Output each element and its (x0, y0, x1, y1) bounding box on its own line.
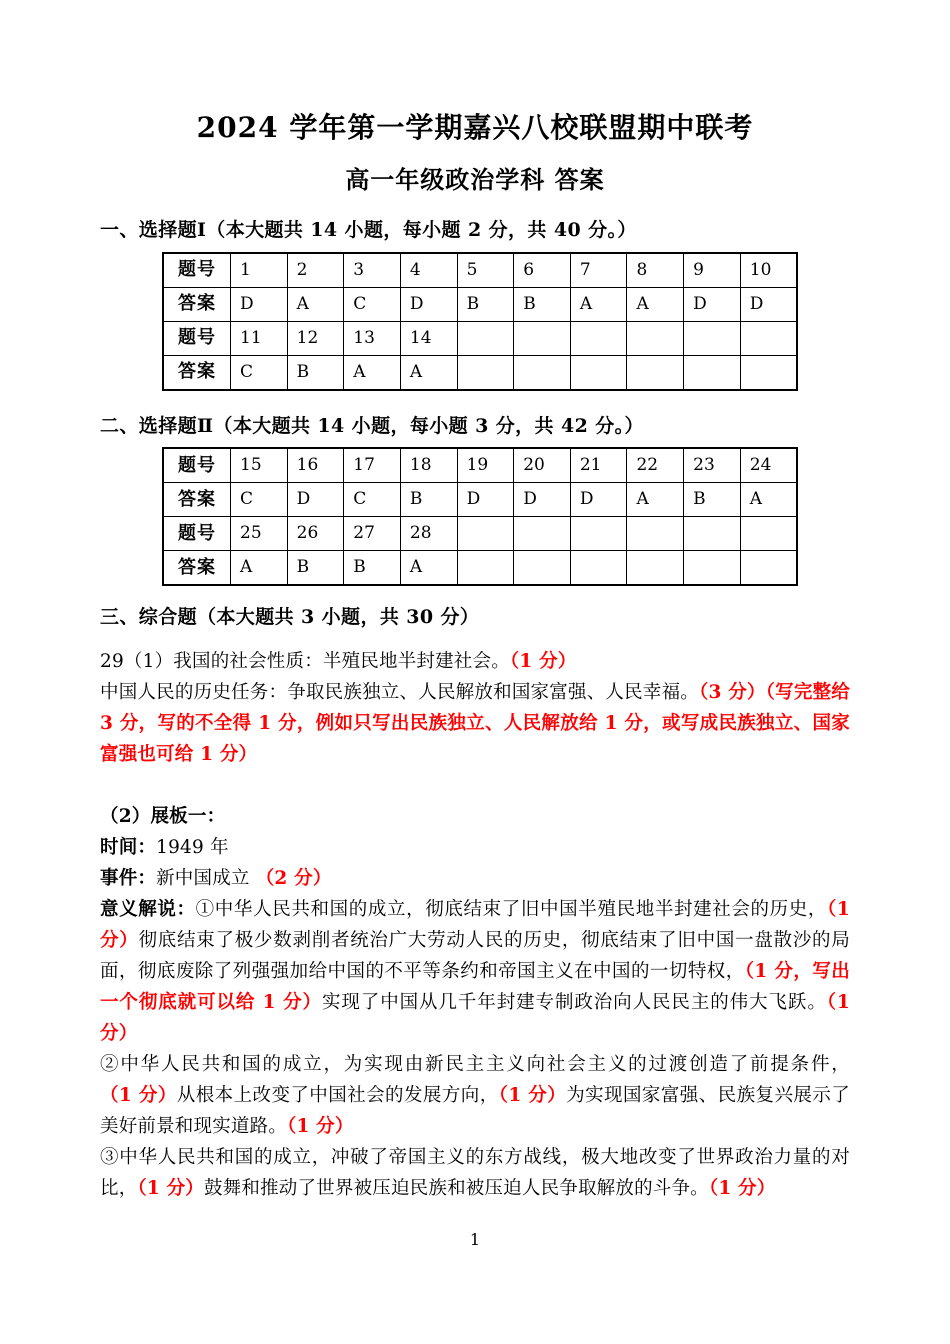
cell: D (570, 483, 627, 517)
cell (570, 321, 627, 355)
exhibit-event-value: 新中国成立 (156, 867, 256, 889)
cell (740, 321, 797, 355)
exhibit-time-label: 时间： (100, 836, 157, 858)
cell: 11 (231, 321, 288, 355)
cell (514, 517, 571, 551)
cell (627, 355, 684, 390)
table-row (163, 321, 797, 355)
cell: B (514, 287, 571, 321)
cell: 24 (740, 448, 797, 483)
meaning-item2-part-b: 从根本上改变了中国社会的发展方向， (176, 1084, 499, 1106)
cell: A (400, 355, 457, 390)
page-subtitle: 高一年级政治学科 答案 (345, 165, 605, 194)
cell: B (344, 551, 401, 586)
cell: B (684, 483, 741, 517)
answer-table-2-wrap (100, 440, 850, 586)
cell (570, 355, 627, 390)
page-number: 1 (469, 1230, 481, 1249)
cell (684, 551, 741, 586)
table-row (163, 483, 797, 517)
table-row (163, 253, 797, 288)
section-3-body (100, 632, 850, 1204)
meaning-item1-part-a: ①中华人民共和国的成立，彻底结束了旧中国半殖民地半封建社会的历史， (195, 898, 828, 920)
cell (684, 321, 741, 355)
table-row (163, 448, 797, 483)
meaning-item2-part-c: 为实现国家富强、民族复兴展示了美好前景和现实道路。 (100, 1084, 850, 1137)
cell: 7 (570, 253, 627, 288)
cell: 3 (344, 253, 401, 288)
cell: 23 (684, 448, 741, 483)
cell: B (400, 483, 457, 517)
cell: 8 (627, 253, 684, 288)
exhibit-meaning-label: 意义解说： (100, 898, 196, 920)
row-label-answer: 答案 (163, 355, 231, 390)
cell (457, 517, 514, 551)
cell (570, 517, 627, 551)
score-annotation: （1 分） (498, 1084, 567, 1106)
cell: 12 (287, 321, 344, 355)
answer-table-1 (162, 252, 798, 391)
row-label-answer: 答案 (163, 551, 231, 586)
cell: D (231, 287, 288, 321)
section-heading-3: 三、综合题（本大题共 3 小题，共 30 分） (100, 606, 480, 629)
cell: 25 (231, 517, 288, 551)
section-heading-1: 一、选择题Ⅰ（本大题共 14 小题，每小题 2 分，共 40 分。） (100, 219, 637, 241)
cell: D (514, 483, 571, 517)
cell: 22 (627, 448, 684, 483)
meaning-item2-part-a: ②中华人民共和国的成立，为实现由新民主主义向社会主义的过渡创造了前提条件， (100, 1053, 850, 1075)
exhibit-event-label: 事件： (100, 867, 157, 889)
cell: 28 (400, 517, 457, 551)
cell (457, 355, 514, 390)
exhibit-time-value: 1949 年 (156, 836, 229, 858)
meaning-item3-part-a: ③中华人民共和国的成立，冲破了帝国主义的东方战线，极大地改变了世界政治力量的对比， (100, 1146, 850, 1199)
cell: D (287, 483, 344, 517)
cell: 17 (344, 448, 401, 483)
score-annotation: （2 分） (255, 867, 332, 889)
cell (740, 517, 797, 551)
cell: B (287, 551, 344, 586)
cell (457, 551, 514, 586)
score-annotation: （1 分） (708, 1177, 776, 1199)
cell: C (231, 483, 288, 517)
cell: C (344, 287, 401, 321)
cell: 6 (514, 253, 571, 288)
cell: 1 (231, 253, 288, 288)
score-annotation: （1 分） (100, 1084, 177, 1106)
meaning-item1-part-c: 实现了中国从几千年封建专制政治向人民民主的伟大飞跃。 (321, 991, 827, 1013)
score-annotation: （1 分） (137, 1177, 204, 1199)
section-heading-2: 二、选择题Ⅱ（本大题共 14 小题，每小题 3 分，共 42 分。） (100, 414, 644, 437)
cell: 9 (684, 253, 741, 288)
cell: 18 (400, 448, 457, 483)
cell: 19 (457, 448, 514, 483)
row-label-question: 题号 (163, 448, 231, 483)
exhibit-meaning-item-1 (100, 894, 850, 1049)
cell: 5 (457, 253, 514, 288)
cell: 10 (740, 253, 797, 288)
cell: A (400, 551, 457, 586)
cell (684, 517, 741, 551)
cell: 27 (344, 517, 401, 551)
cell (627, 321, 684, 355)
row-label-question: 题号 (163, 253, 231, 288)
table-row (163, 517, 797, 551)
cell: C (344, 483, 401, 517)
cell: B (457, 287, 514, 321)
cell (627, 551, 684, 586)
answer-29-1-line1: 29（1）我国的社会性质：半殖民地半封建社会。 (100, 650, 510, 672)
cell: A (627, 287, 684, 321)
meaning-item3-part-b: 鼓舞和推动了世界被压迫民族和被压迫人民争取解放的斗争。 (203, 1177, 709, 1199)
cell (514, 551, 571, 586)
answer-29-2-heading: （2）展板一： (100, 805, 226, 827)
exhibit-meaning-item-3 (100, 1142, 850, 1204)
score-annotation: （1 分） (100, 898, 850, 951)
exhibit-time (100, 832, 850, 863)
cell: 4 (400, 253, 457, 288)
cell: A (570, 287, 627, 321)
cell (514, 355, 571, 390)
cell: C (231, 355, 288, 390)
cell: 26 (287, 517, 344, 551)
exhibit-event (100, 863, 850, 894)
cell: B (287, 355, 344, 390)
row-label-answer: 答案 (163, 483, 231, 517)
cell (684, 355, 741, 390)
cell: D (400, 287, 457, 321)
cell: 16 (287, 448, 344, 483)
cell (457, 321, 514, 355)
score-annotation: （3 分） (699, 681, 766, 703)
table-row (163, 551, 797, 586)
row-label-question: 题号 (163, 517, 231, 551)
score-annotation-note: （写完整给 3 分，写的不全得 1 分，例如只写出民族独立、人民解放给 1 分，或写成民族独立、国家富强也可给 1 分） (100, 681, 850, 765)
cell: 14 (400, 321, 457, 355)
score-annotation-note: （1 分，写出一个彻底就可以给 1 分） (100, 960, 850, 1013)
exhibit-meaning-item-2 (100, 1049, 850, 1142)
cell (627, 517, 684, 551)
cell: D (457, 483, 514, 517)
score-annotation: （1 分） (287, 1115, 354, 1137)
cell: D (684, 287, 741, 321)
table-row (163, 287, 797, 321)
cell (740, 355, 797, 390)
answer-table-1-wrap (100, 245, 850, 391)
meaning-item1-part-b: 彻底结束了极少数剥削者统治广大劳动人民的历史，彻底结束了旧中国一盘散沙的局面，彻底废除了列强强加给中国的不平等条约和帝国主义在中国的一切特权， (100, 929, 851, 982)
cell: A (231, 551, 288, 586)
answer-29-1-line2: 中国人民的历史任务：争取民族独立、人民解放和国家富强、人民幸福。 (100, 681, 700, 703)
answer-29-1 (100, 646, 850, 770)
answer-table-2 (162, 447, 798, 586)
cell: 2 (287, 253, 344, 288)
row-label-answer: 答案 (163, 287, 231, 321)
cell: A (344, 355, 401, 390)
cell (514, 321, 571, 355)
cell: D (740, 287, 797, 321)
score-annotation: （1 分） (100, 991, 851, 1044)
cell: A (627, 483, 684, 517)
table-row (163, 355, 797, 390)
cell: A (287, 287, 344, 321)
cell (570, 551, 627, 586)
cell: A (740, 483, 797, 517)
cell: 13 (344, 321, 401, 355)
cell: 15 (231, 448, 288, 483)
cell: 20 (514, 448, 571, 483)
score-annotation: （1 分） (509, 650, 577, 672)
row-label-question: 题号 (163, 321, 231, 355)
cell (740, 551, 797, 586)
page-title: 2024 学年第一学期嘉兴八校联盟期中联考 (196, 111, 754, 144)
cell: 21 (570, 448, 627, 483)
